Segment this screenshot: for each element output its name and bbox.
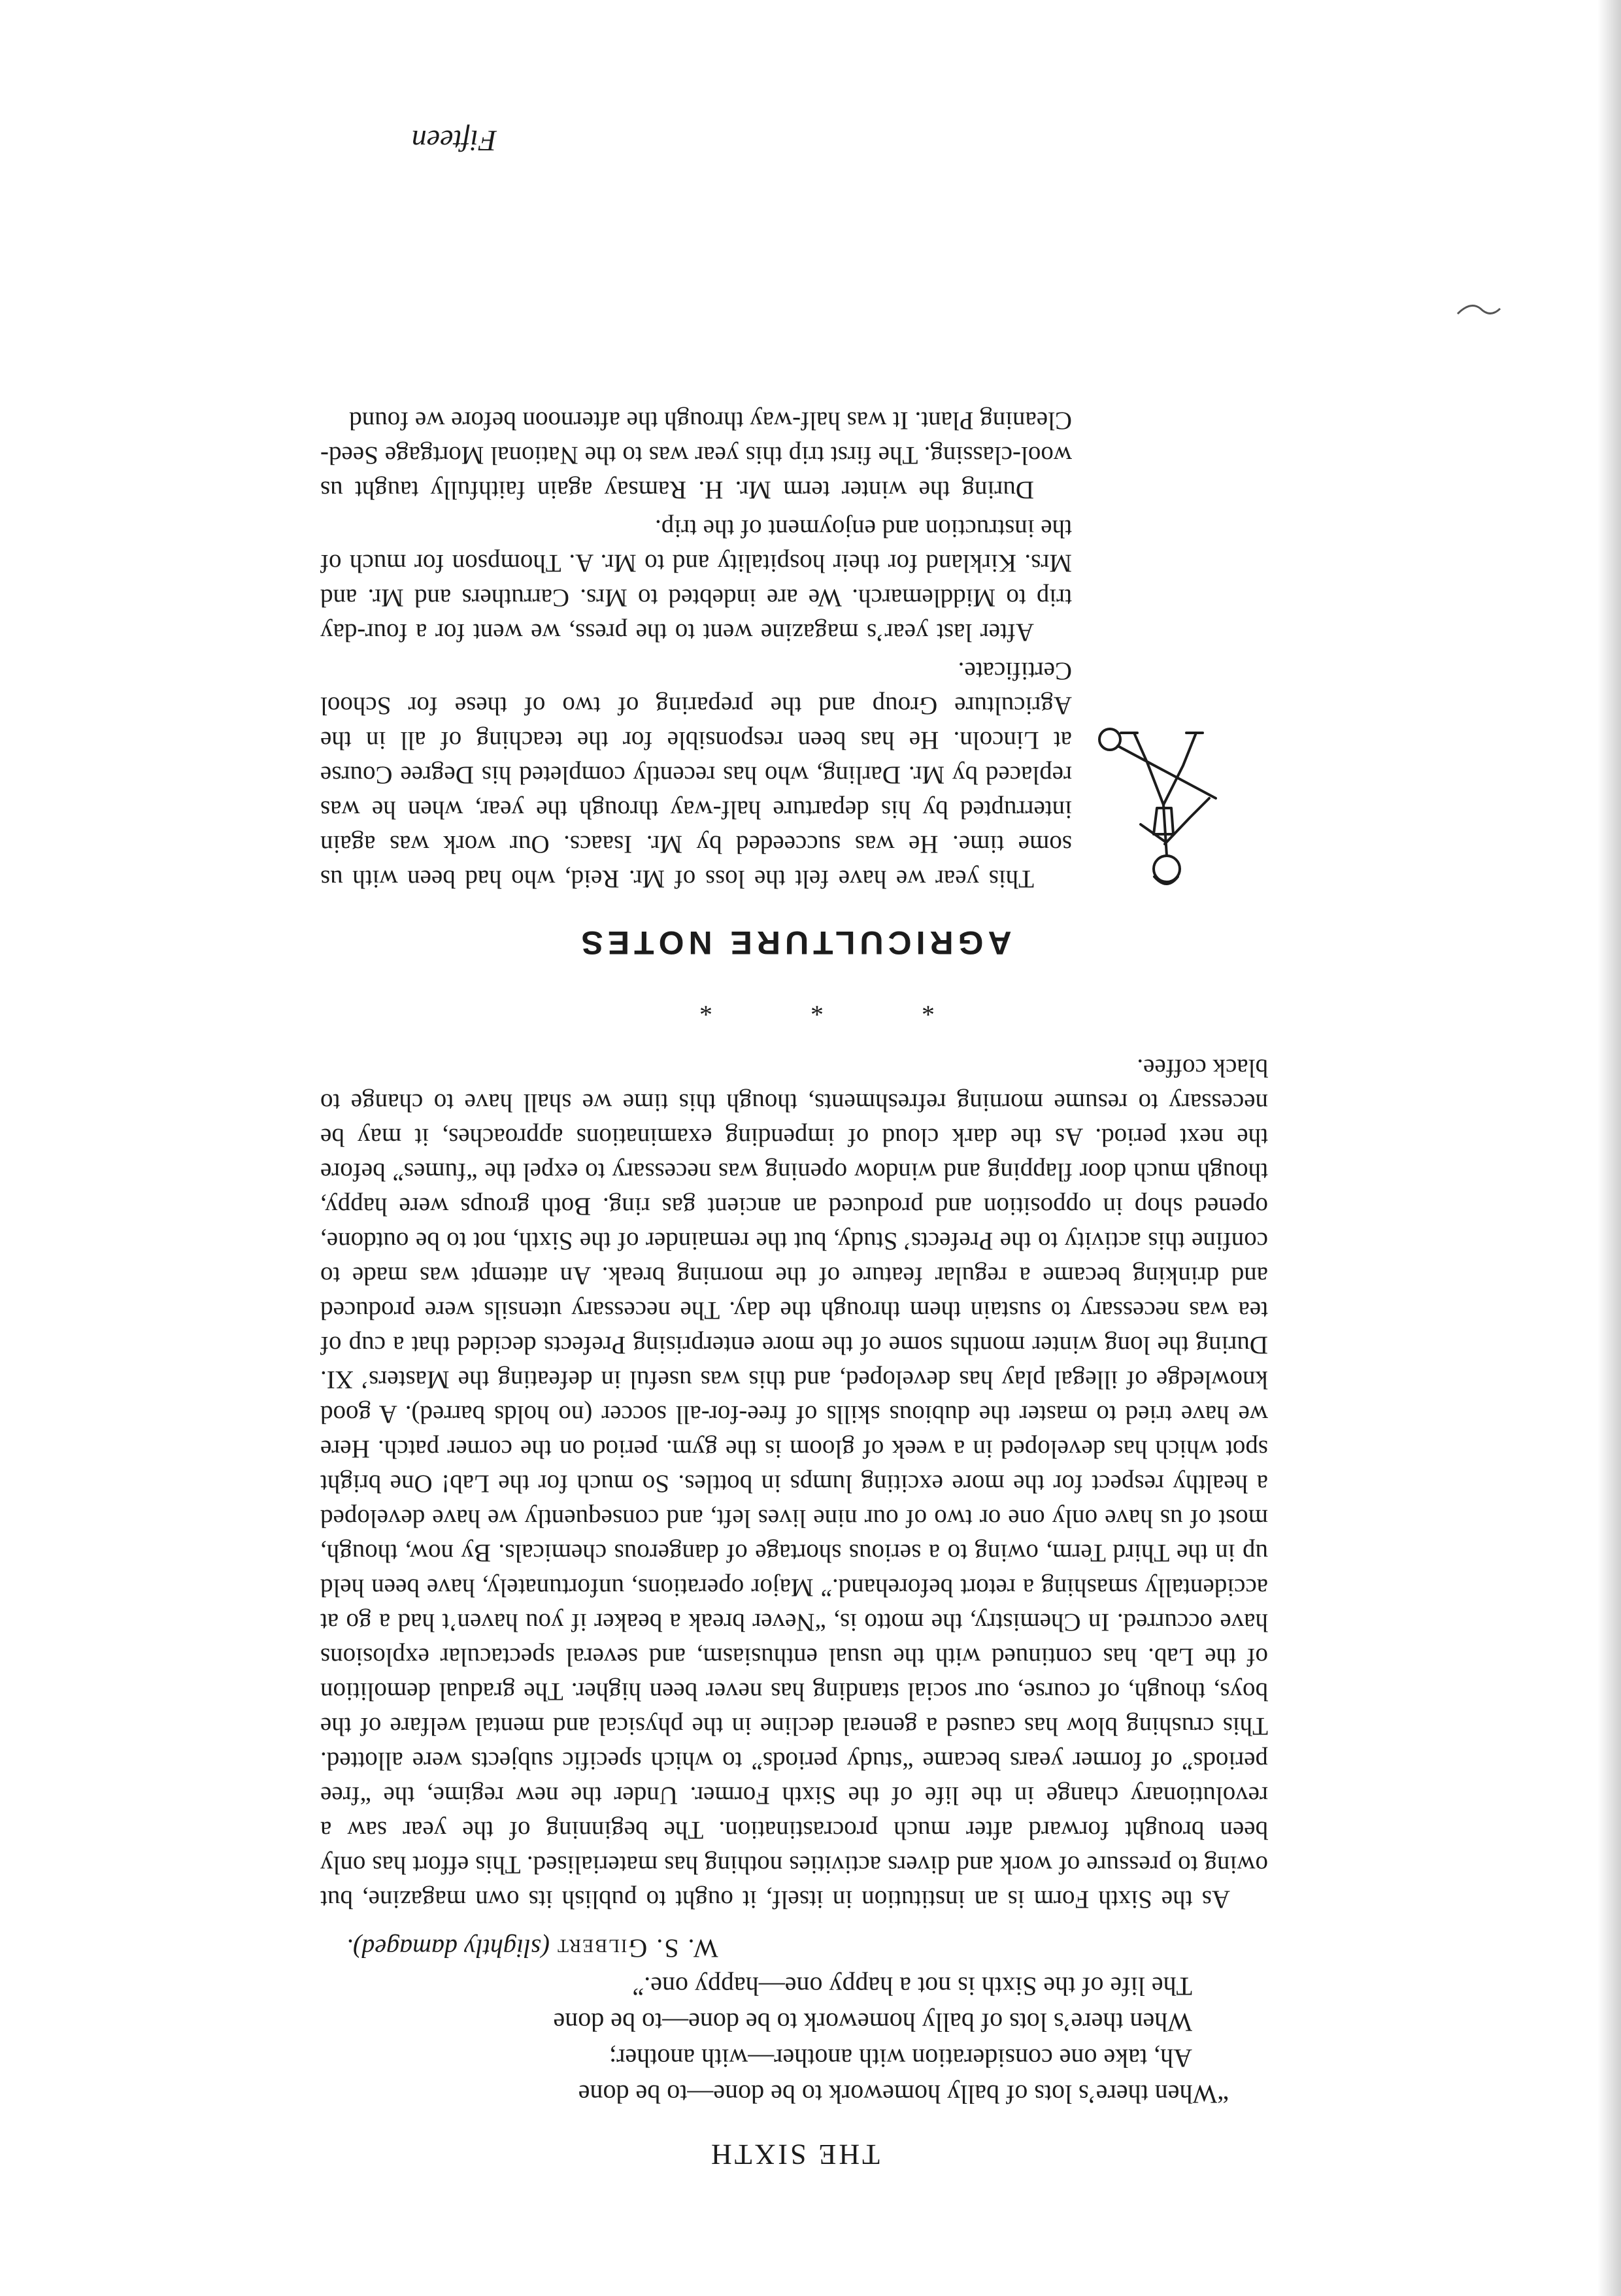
page-content <box>320 403 1268 2172</box>
pen-mark-icon <box>1451 302 1503 322</box>
sixth-article-paragraph: As the Sixth Form is an institution in itself, it ought to publish its own magazine, but owing to pressure of work and divers activities nothing has materialised. This effort has only been brought forward after much procrastination. The beginning of the year saw a revolutionary change in the life of the Sixth Former. Under the new regime, the “free periods” of former years became “study periods” to which specific subjects were allotted. This crushing blow has caused a general decline in the physical and mental welfare of the boys, though, of course, our social standing has never been higher. The gradual demolition of the Lab. has continued with the usual enthusiasm, and several spectacular explosions have occurred. In Chemistry, the motto is, “Never break a beaker if you haven’t had a go at accidentally smashing a retort beforehand.” Major operations, unfortunately, have been held up in the Third Term, owing to a serious shortage of dangerous chemicals. By now, though, most of us have only one or two of our nine lives left, and consequently we have developed a healthy respect for the more exciting lumps in bottles. So much for the Lab! One bright spot which has developed in a week of gloom is the gym. period on the corner patch. Here we have tried to master the dubious skills of free-for-all soccer (no holds barred). A good knowledge of illegal play has developed, and this was useful in defeating the Masters’ XI. During the long winter months some of the more enterprising Prefects decided that a cup of tea was necessary to sustain them through the day. The necessary utensils were produced and drinking became a regular feature of the morning break. An attempt was made to confine this activity to the Prefects’ Study, but the remainder of the Sixth, not to be outdone, opened shop in opposition and produced an ancient gas ring. Both groups were happy, though much door flapping and window opening was necessary to expel the “fumes” before the next period. As the dark cloud of impending examinations approaches, it may be necessary to resume morning refreshments, though this time we shall have to change to black coffee. <box>320 1054 1268 1914</box>
agriculture-paragraph: During the winter term Mr. H. Ramsay again faithfully taught us wool-classing. The first trip this year was to the National Mortgage Seed-Cleaning Plant. It was half-way through the afternoon before we found <box>320 407 1072 504</box>
page-number: Fifteen <box>411 124 497 158</box>
agriculture-section <box>320 403 1268 896</box>
section-separator: * * * <box>654 992 935 1022</box>
verse-line: “When there’s lots of bally homework to be done—to be done <box>578 2080 1229 2109</box>
verse-line: The life of the Sixth is not a happy one—happy one.” <box>632 1972 1192 2001</box>
attribution-author: W. S. Gilbert <box>556 1934 718 1963</box>
verse-attribution <box>346 1931 1268 1966</box>
farmer-cartoon-icon <box>1085 707 1255 896</box>
scan-edge-shadow <box>1597 0 1621 2296</box>
agriculture-heading: AGRICULTURE NOTES <box>577 924 1012 961</box>
opening-verse <box>320 1968 1229 2112</box>
attribution-note: (slightly damaged). <box>346 1934 550 1963</box>
agriculture-paragraph: After last year’s magazine went to the press, we went for a four-day trip to Middlemarch. We are indebted to Mrs. Carruthers and Mr. and Mrs. Kirkland for their hospitality and to Mr. A. Thompson for much of the instruction and enjoyment of the trip. <box>320 515 1072 647</box>
agriculture-paragraph: This year we have felt the loss of Mr. Reid, who had been with us some time. He was succeeded by Mr. Isaacs. Our work was again interrupted by his departure half-way through the year, when he was replaced by Mr. Darling, who has recently completed his Degree Course at Lincoln. He has been responsible for the teaching of all in the Agriculture Group and the preparing of two of these for School Certificate. <box>320 657 1072 893</box>
verse-line: Ah, take one consideration with another—with another; <box>609 2044 1192 2073</box>
page-title: THE SIXTH <box>708 2138 880 2170</box>
verse-line: When there’s lots of bally homework to be done—to be done <box>553 2008 1192 2037</box>
